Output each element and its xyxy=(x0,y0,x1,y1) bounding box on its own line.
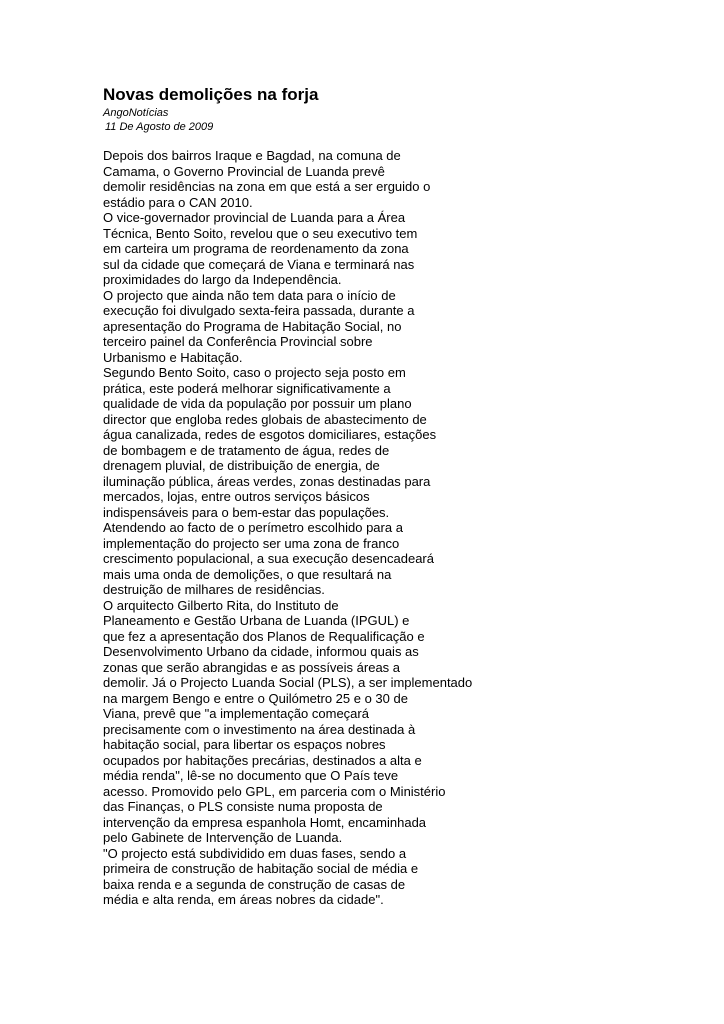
article-text-line: zonas que serão abrangidas e as possíveis áreas a xyxy=(103,659,401,675)
article-text-line: das Finanças, o PLS consiste numa proposta de xyxy=(103,799,383,814)
article-text-line: Viana, prevê que "a implementação começará xyxy=(103,706,369,721)
article-text-line: Atendendo ao facto de o perímetro escolhido para a xyxy=(103,520,403,535)
article-text-line: intervenção da empresa espanhola Homt, encaminhada xyxy=(103,814,427,830)
article-text-line: director que engloba redes globais de abastecimento de xyxy=(103,411,427,427)
article-text-line: estádio para o CAN 2010. xyxy=(103,194,253,210)
article-text-line: indispensáveis para o bem-estar das populações. xyxy=(103,504,390,520)
article-body xyxy=(103,148,503,908)
article-text-line: destruição de milhares de residências. xyxy=(103,582,325,597)
article-text-line: Depois dos bairros Iraque e Bagdad, na comuna de xyxy=(103,148,401,163)
article-text-line: média e alta renda, em áreas nobres da cidade". xyxy=(103,892,384,907)
article-text-line: Segundo Bento Soito, caso o projecto seja posto em xyxy=(103,365,406,380)
article-text-line: na margem Bengo e entre o Quilómetro 25 e o 30 de xyxy=(103,690,408,706)
article-date: 11 De Agosto de 2009 xyxy=(105,121,214,133)
article-text-line: habitação social, para libertar os espaços nobres xyxy=(103,737,386,752)
article-text-line: drenagem pluvial, de distribuição de energia, de xyxy=(103,458,380,473)
article-text-line: em carteira um programa de reordenamento da zona xyxy=(103,241,409,256)
article-text-line: prática, este poderá melhorar significativamente a xyxy=(103,380,391,396)
article-text-line: sul da cidade que começará de Viana e terminará nas xyxy=(103,256,415,272)
article-text-line: baixa renda e a segunda de construção de casas de xyxy=(103,876,406,892)
article-text-line: terceiro painel da Conferência Provincial sobre xyxy=(103,334,373,349)
article-text-line: média renda", lê-se no documento que O País teve xyxy=(103,768,399,783)
article-text-line: Planeamento e Gestão Urbana de Luanda (IPGUL) e xyxy=(103,613,410,628)
article-text-line: O arquitecto Gilberto Rita, do Instituto de xyxy=(103,597,339,613)
article-text-line: execução foi divulgado sexta-feira passada, durante a xyxy=(103,303,415,318)
article-text-line: que fez a apresentação dos Planos de Requalificação e xyxy=(103,628,425,644)
article-text-line: crescimento populacional, a sua execução desencadeará xyxy=(103,551,434,566)
article-text-line: O vice-governador provincial de Luanda para a Área xyxy=(103,210,406,225)
article-text-line: "O projecto está subdividido em duas fases, sendo a xyxy=(103,845,407,861)
article-text-line: demolir. Já o Projecto Luanda Social (PLS), a ser implementado xyxy=(103,675,473,690)
article-text-line: implementação do projecto ser uma zona de franco xyxy=(103,535,400,551)
article-text-line: Técnica, Bento Soito, revelou que o seu executivo tem xyxy=(103,225,418,241)
article-text-line: O projecto que ainda não tem data para o início de xyxy=(103,287,396,303)
article-text-line: proximidades do largo da Independência. xyxy=(103,272,342,287)
article-text-line: qualidade de vida da população por possuir um plano xyxy=(103,396,412,411)
article-text-line: mais uma onda de demolições, o que resultará na xyxy=(103,566,392,582)
article-text-line: apresentação do Programa de Habitação Social, no xyxy=(103,318,402,334)
article-text-line: demolir residências na zona em que está a ser erguido o xyxy=(103,179,431,194)
article-text-line: acesso. Promovido pelo GPL, em parceria com o Ministério xyxy=(103,783,446,799)
article-title: Novas demolições na forja xyxy=(103,85,319,104)
article-text-line: Camama, o Governo Provincial de Luanda prevê xyxy=(103,163,385,179)
article-text-line: ocupados por habitações precárias, destinados a alta e xyxy=(103,752,422,768)
article-text-line: mercados, lojas, entre outros serviços básicos xyxy=(103,489,370,504)
article-text-line: precisamente com o investimento na área destinada à xyxy=(103,721,416,737)
article-text-line: primeira de construção de habitação social de média e xyxy=(103,861,419,876)
article-text-line: água canalizada, redes de esgotos domiciliares, estações xyxy=(103,427,437,442)
news-article xyxy=(103,84,503,908)
article-text-line: de bombagem e de tratamento de água, redes de xyxy=(103,442,390,458)
article-text-line: Urbanismo e Habitação. xyxy=(103,349,243,365)
article-text-line: Desenvolvimento Urbano da cidade, informou quais as xyxy=(103,644,419,659)
article-text-line: pelo Gabinete de Intervenção de Luanda. xyxy=(103,830,343,845)
article-text-line: iluminação pública, áreas verdes, zonas destinadas para xyxy=(103,473,431,489)
article-source: AngoNotícias xyxy=(103,107,169,119)
